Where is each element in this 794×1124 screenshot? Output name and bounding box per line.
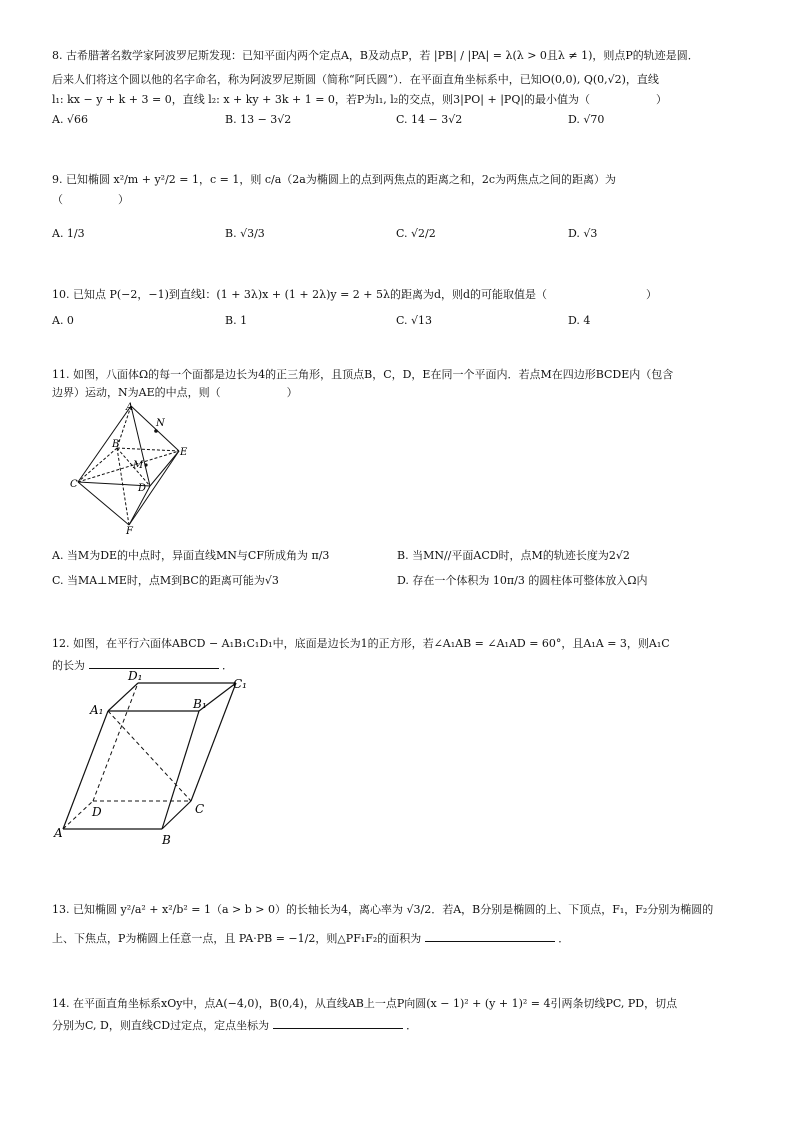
q8-option-a: A. √66 (52, 113, 88, 126)
q12-period: ． (222, 659, 233, 672)
label-e: E (180, 447, 188, 458)
label-c1: C₁ (233, 677, 247, 691)
q10-option-b: B. 1 (225, 314, 248, 327)
q13-answer-blank[interactable] (425, 929, 555, 942)
label-f: F (126, 526, 133, 537)
q9-option-b: B. √3/3 (225, 227, 265, 240)
q8-line2: 后来人们将这个圆以他的名字命名，称为阿波罗尼斯圆（简称“阿氏圆”）．在平面直角坐标系中，已知O(0,0), Q(0,√2)，直线 (52, 73, 659, 86)
label-b: B (112, 439, 120, 450)
parallelepiped-figure (50, 668, 270, 850)
q8-line3: l₁: kx − y + k + 3 = 0，直线 l₂: x + ky + 3k + 1 = 0，若P为l₁, l₂的交点，则3|PO| + |PQ|的最小值为（ ） (52, 93, 668, 106)
q11-option-a: A. 当M为DE的中点时，异面直线MN与CF所成角为 π/3 (52, 549, 330, 562)
q8-option-d: D. √70 (568, 113, 605, 126)
q11-option-d: D. 存在一个体积为 10π/3 的圆柱体可整体放入Ω内 (397, 574, 648, 587)
label-b: B (162, 833, 171, 847)
q14-line2: 分别为C, D，则直线CD过定点，定点坐标为 (52, 1019, 270, 1032)
label-b1: B₁ (193, 697, 207, 711)
q13-line2-group (52, 929, 569, 947)
q8-line1: 8. 古希腊著名数学家阿波罗尼斯发现：已知平面内两个定点A，B及动点P，若 |PB| / |PA| = λ(λ > 0且λ ≠ 1)，则点P的轨迹是圆． (52, 49, 699, 62)
q10-line1: 10. 已知点 P(−2，−1)到直线l：(1 + 3λ)x + (1 + 2λ)y = 2 + 5λ的距离为d，则d的可能取值是（ ） (52, 288, 658, 301)
point-n (154, 429, 158, 433)
label-c: C (70, 479, 78, 490)
q13-period: ． (558, 932, 570, 945)
q11-option-c: C. 当MA⊥ME时，点M到BC的距离可能为√3 (52, 574, 279, 587)
q8-option-b: B. 13 − 3√2 (225, 113, 292, 126)
q9-option-a: A. 1/3 (52, 227, 85, 240)
point-m (144, 463, 147, 466)
octahedron-figure (60, 398, 200, 538)
q11-line1: 11. 如图，八面体Ω的每一个面都是边长为4的正三角形，且顶点B，C，D，E在同一个平面内．若点M在四边形BCDE内（包含 (52, 368, 674, 381)
label-a: A (54, 826, 63, 840)
q8-option-c: C. 14 − 3√2 (396, 113, 463, 126)
label-d: D (138, 483, 147, 494)
q10-option-a: A. 0 (52, 314, 74, 327)
label-c: C (195, 802, 205, 816)
q14-period: ． (406, 1019, 418, 1032)
q10-option-d: D. 4 (568, 314, 591, 327)
q10-option-c: C. √13 (396, 314, 433, 327)
label-a: A (126, 402, 134, 413)
q9-line1: 9. 已知椭圆 x²/m + y²/2 = 1，c = 1，则 c/a（2a为椭圆上的点到两焦点的距离之和，2c为两焦点之间的距离）为 (52, 173, 616, 186)
q14-answer-blank[interactable] (273, 1016, 403, 1029)
q13-line1: 13. 已知椭圆 y²/a² + x²/b² = 1（a > b > 0）的长轴长为4，离心率为 √3/2．若A，B分别是椭圆的上、下顶点，F₁，F₂分别为椭圆的 (52, 903, 714, 916)
label-d1: D₁ (128, 669, 143, 683)
label-a1: A₁ (90, 703, 104, 717)
q13-line2: 上、下焦点，P为椭圆上任意一点，且 PA·PB = −1/2，则△PF₁F₂的面积为 (52, 932, 422, 945)
q14-line2-group (52, 1016, 417, 1034)
q11-line2: 边界）运动，N为AE的中点，则（ ） (52, 386, 298, 399)
label-n: N (156, 418, 165, 429)
q9-line2: （ ） (52, 193, 129, 206)
q9-option-d: D. √3 (568, 227, 598, 240)
q12-line2: 的长为 (52, 659, 85, 672)
q14-line1: 14. 在平面直角坐标系xOy中，点A(−4,0)，B(0,4)，从直线AB上一点P向圆(x − 1)² + (y + 1)² = 4引两条切线PC, PD，切点 (52, 997, 678, 1010)
q9-option-c: C. √2/2 (396, 227, 436, 240)
label-m: M (133, 460, 144, 471)
q11-option-b: B. 当MN//平面ACD时，点M的轨迹长度为2√2 (397, 549, 630, 562)
label-d: D (92, 805, 102, 819)
q12-line1: 12. 如图，在平行六面体ABCD − A₁B₁C₁D₁中，底面是边长为1的正方形，若∠A₁AB = ∠A₁AD = 60°，且A₁A = 3，则A₁C (52, 637, 670, 650)
